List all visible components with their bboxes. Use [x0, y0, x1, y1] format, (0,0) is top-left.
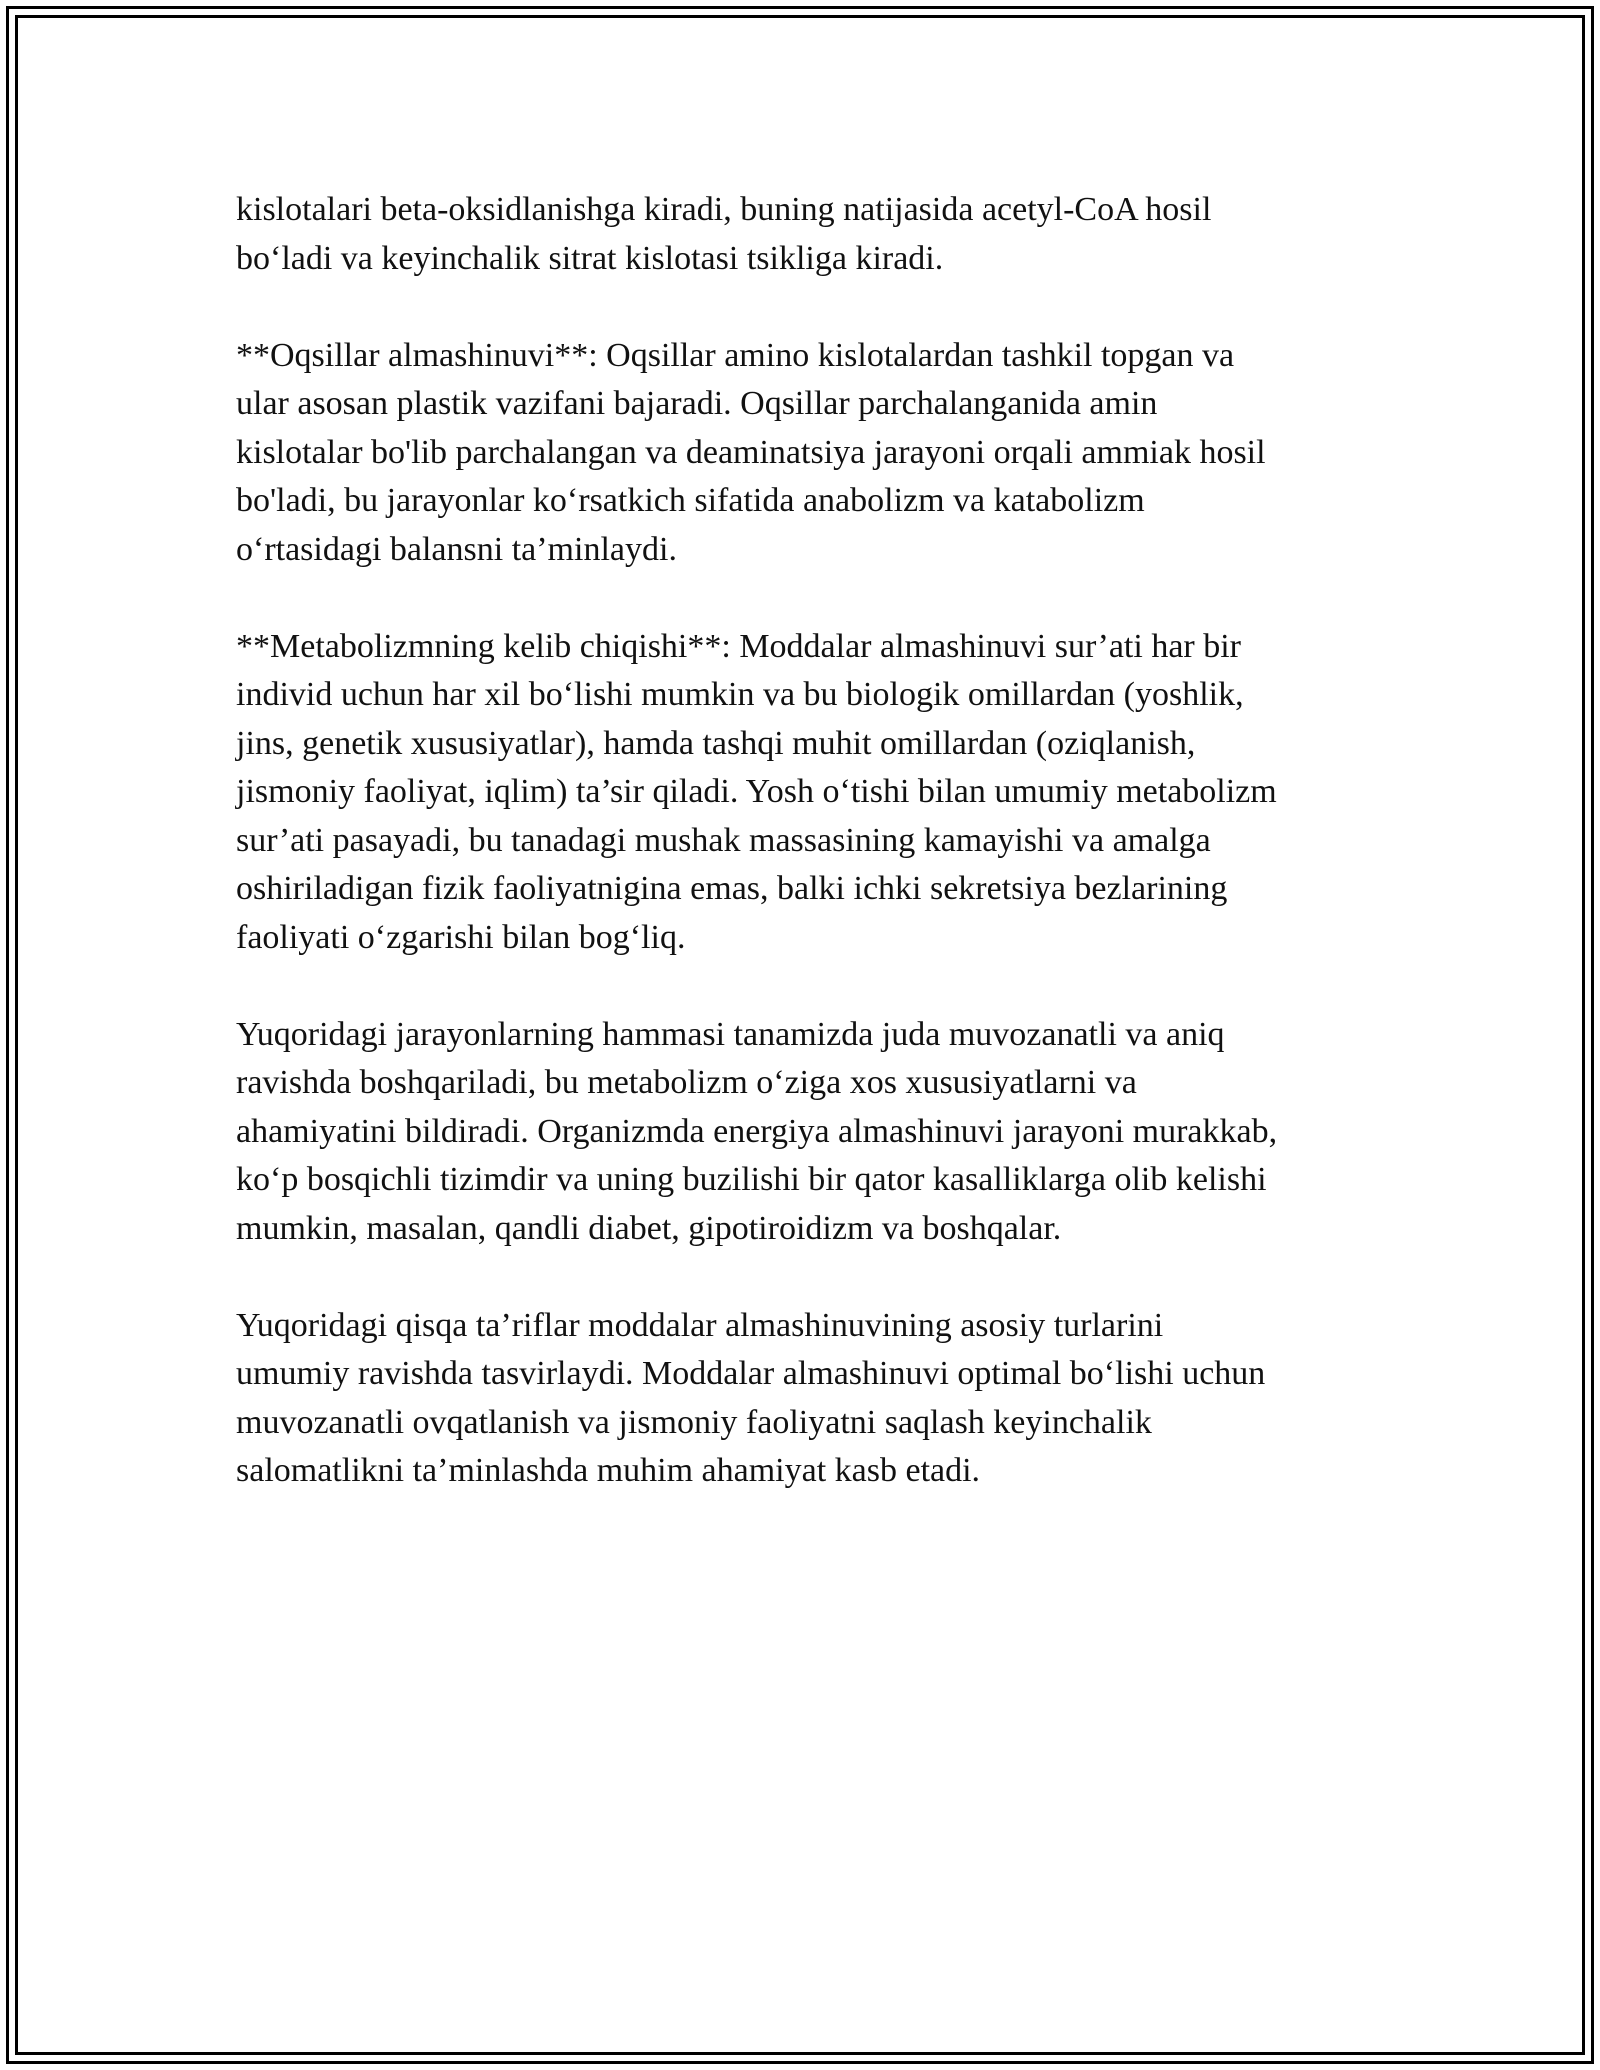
paragraph-metabolism-origin [236, 623, 1396, 963]
document-body [236, 186, 1396, 1544]
paragraph-fatty-acid-oxidation [236, 186, 1396, 283]
paragraph-line: jismoniy faoliyat, iqlim) ta’sir qiladi. Yosh o‘tishi bilan umumiy metabolizm [236, 773, 1277, 810]
paragraph-line: bo'ladi, bu jarayonlar ko‘rsatkich sifatida anabolizm va katabolizm [236, 482, 1145, 519]
paragraph-line: ko‘p bosqichli tizimdir va uning buzilishi bir qator kasalliklarga olib kelishi [236, 1161, 1267, 1198]
paragraph-line: o‘rtasidagi balansni ta’minlaydi. [236, 530, 677, 568]
paragraph-line: **Oqsillar almashinuvi**: Oqsillar amino kislotalardan tashkil topgan va [236, 336, 1235, 374]
paragraph-line: bo‘ladi va keyinchalik sitrat kislotasi tsikliga kiradi. [236, 239, 944, 277]
paragraph-line: oshiriladigan fizik faoliyatnigina emas, balki ichki sekretsiya bezlarining [236, 870, 1228, 907]
paragraph-line: salomatlikni ta’minlashda muhim ahamiyat kasb etadi. [236, 1452, 981, 1489]
paragraph-line: **Metabolizmning kelib chiqishi**: Moddalar almashinuvi sur’ati har bir [236, 627, 1242, 665]
paragraph-protein-metabolism [236, 332, 1396, 575]
paragraph-line: sur’ati pasayadi, bu tanadagi mushak massasining kamayishi va amalga [236, 821, 1211, 859]
paragraph-summary [236, 1302, 1396, 1496]
paragraph-line: ravishda boshqariladi, bu metabolizm o‘ziga xos xususiyatlarni va [236, 1064, 1137, 1101]
paragraph-line: ular asosan plastik vazifani bajaradi. Oqsillar parchalanganida amin [236, 385, 1158, 422]
paragraph-line: jins, genetik xususiyatlar), hamda tashqi muhit omillardan (oziqlanish, [236, 724, 1196, 762]
paragraph-process-regulation [236, 1011, 1396, 1254]
paragraph-line: mumkin, masalan, qandli diabet, gipotiroidizm va boshqalar. [236, 1209, 1062, 1247]
paragraph-line: ahamiyatini bildiradi. Organizmda energiya almashinuvi jarayoni murakkab, [236, 1112, 1278, 1150]
paragraph-line: muvozanatli ovqatlanish va jismoniy faoliyatni saqlash keyinchalik [236, 1403, 1152, 1441]
paragraph-line: faoliyati o‘zgarishi bilan bog‘liq. [236, 918, 686, 956]
paragraph-line: individ uchun har xil bo‘lishi mumkin va bu biologik omillardan (yoshlik, [236, 676, 1244, 713]
paragraph-line: kislotalar bo'lib parchalangan va deaminatsiya jarayoni orqali ammiak hosil [236, 433, 1266, 471]
paragraph-line: Yuqoridagi jarayonlarning hammasi tanamizda juda muvozanatli va aniq [236, 1015, 1225, 1053]
paragraph-line: umumiy ravishda tasvirlaydi. Moddalar almashinuvi optimal bo‘lishi uchun [236, 1355, 1266, 1392]
paragraph-line: kislotalari beta-oksidlanishga kiradi, buning natijasida acetyl-CoA hosil [236, 191, 1212, 228]
paragraph-line: Yuqoridagi qisqa ta’riflar moddalar almashinuvining asosiy turlarini [236, 1306, 1164, 1344]
